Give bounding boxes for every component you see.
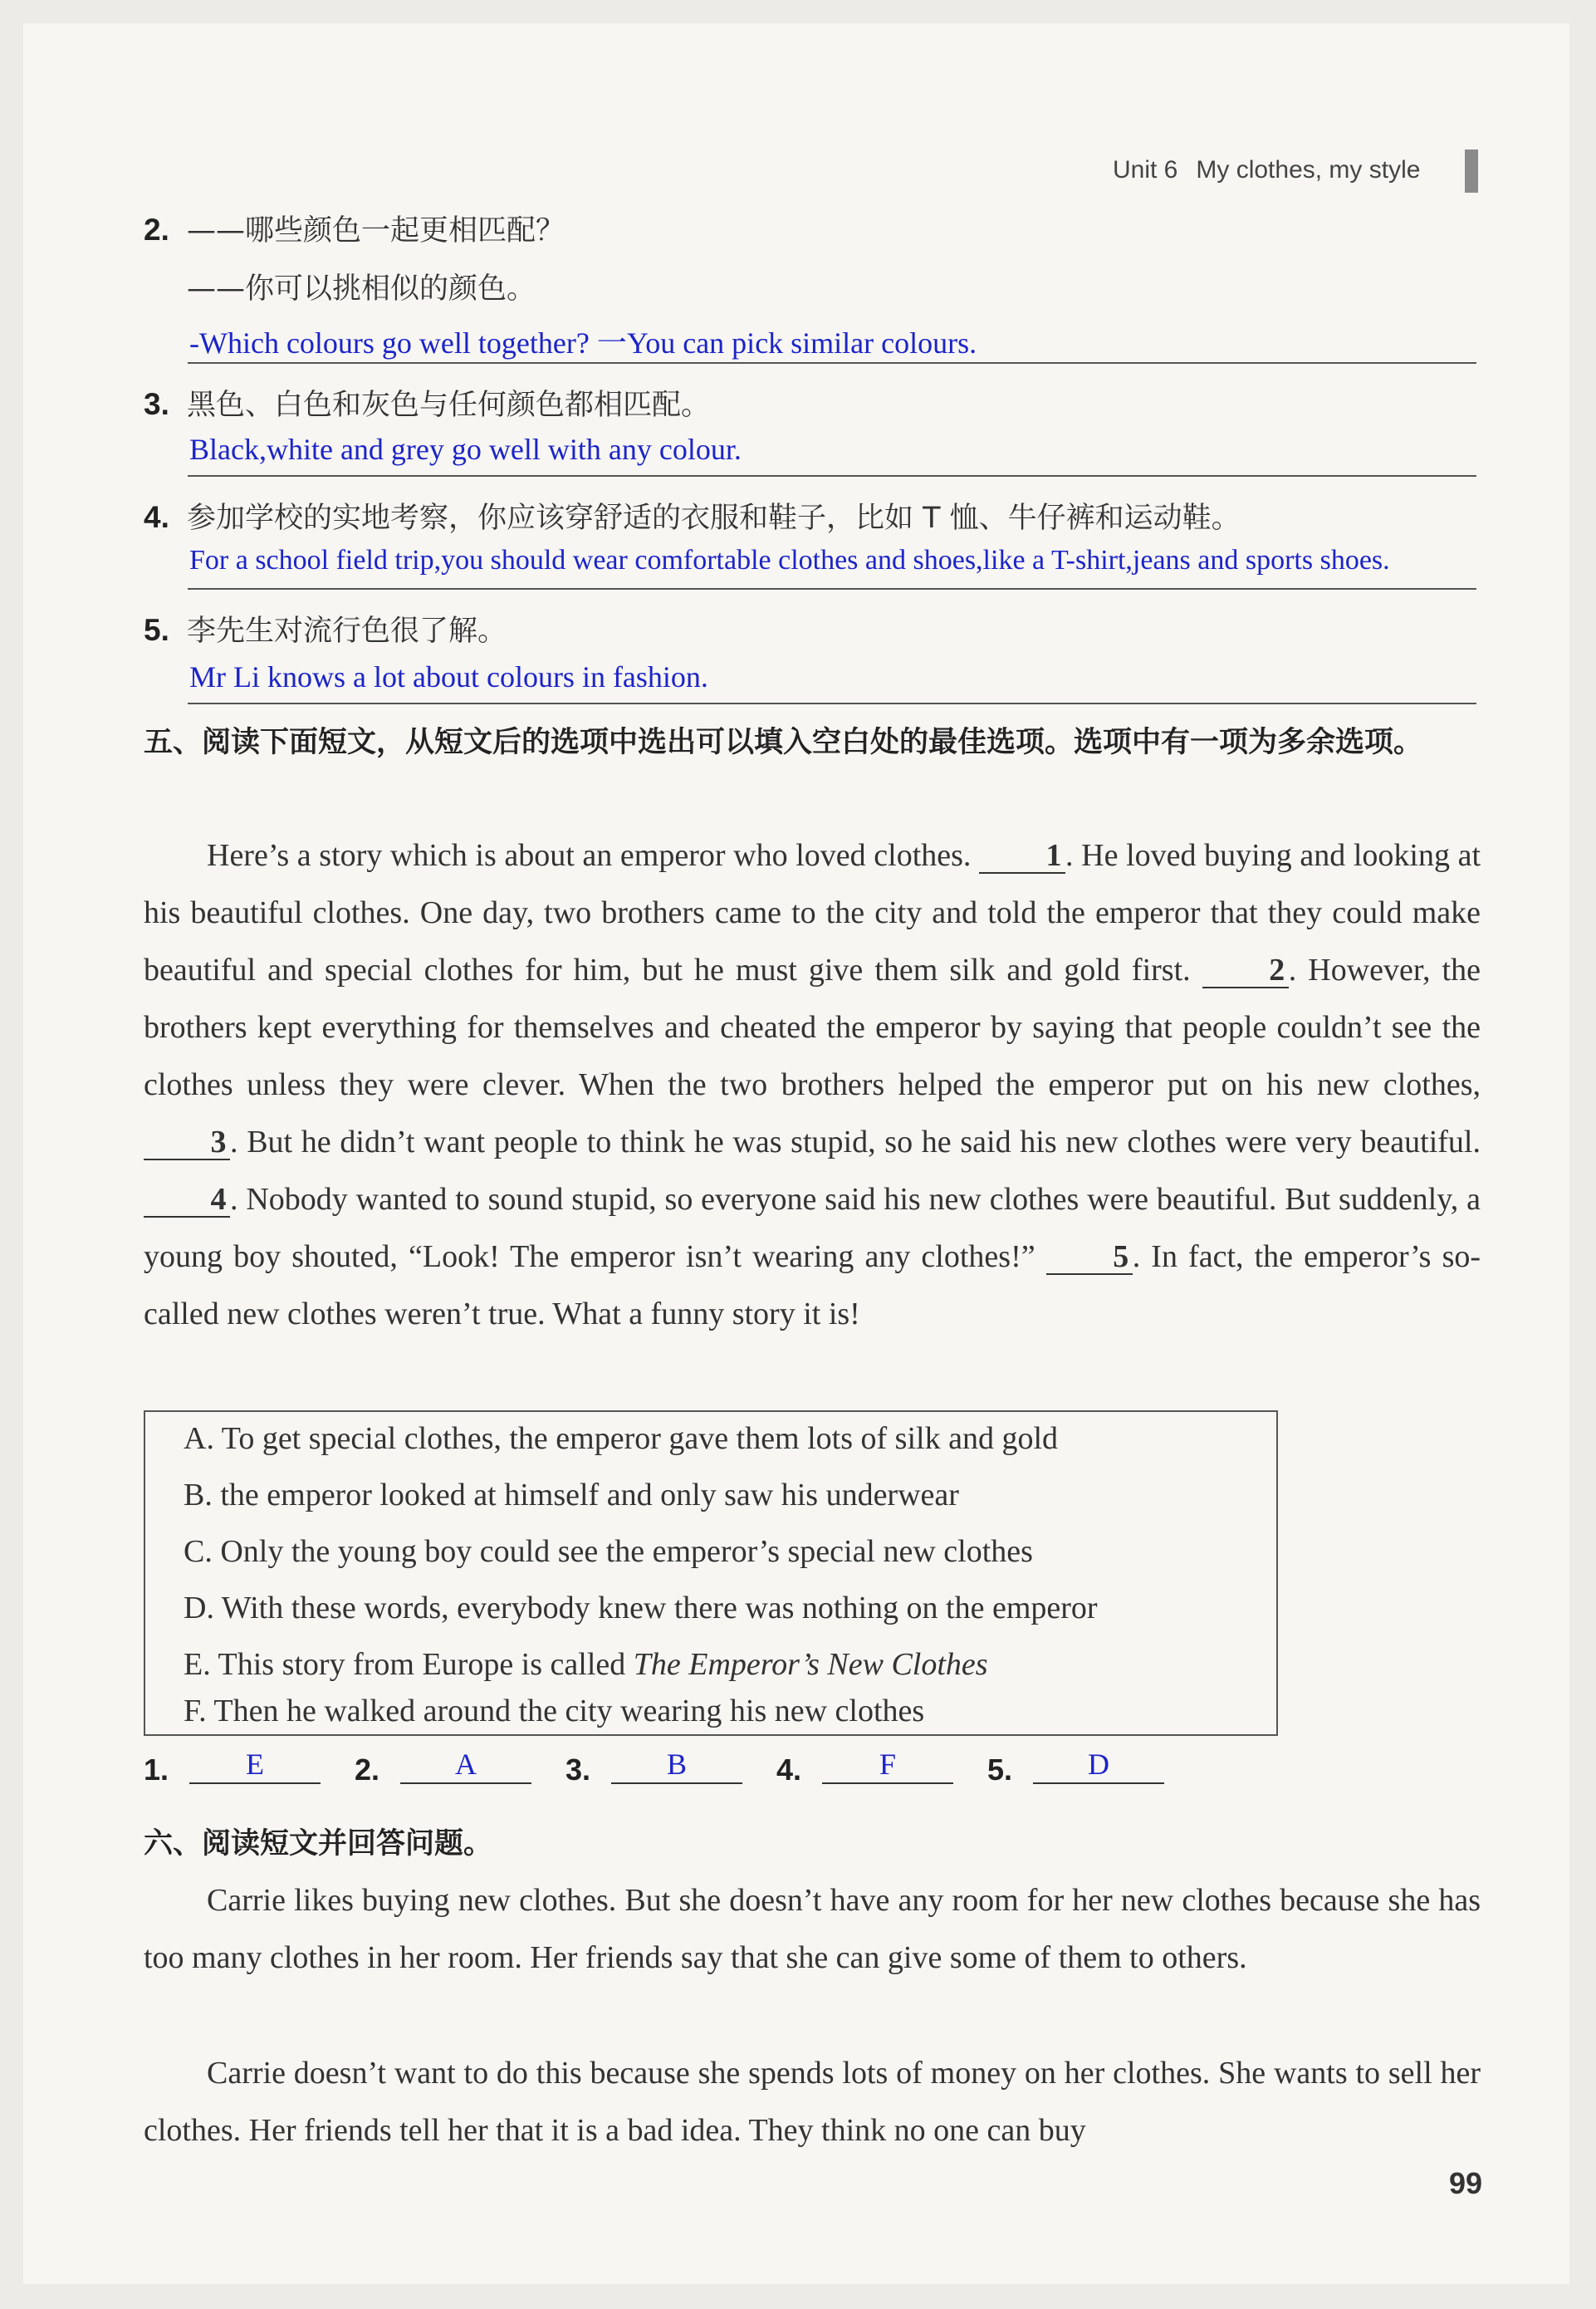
chinese-prompt: 李先生对流行色很了解。 — [187, 615, 507, 648]
section-5-title: 五、阅读下面短文，从短文后的选项中选出可以填入空白处的最佳选项。选项中有一项为多余选项。 — [144, 726, 1423, 759]
answer-line — [188, 362, 1476, 364]
option-b: B. the emperor looked at himself and only saw his underwear — [184, 1478, 959, 1512]
answer-4: 4. F — [776, 1753, 801, 1787]
answer-text: -Which colours go well together? 一You can pick similar colours. — [189, 326, 977, 360]
option-a: A. To get special clothes, the emperor gave them lots of silk and gold — [184, 1421, 1058, 1456]
book-title: The Emperor’s New Clothes — [633, 1647, 988, 1682]
translation-item-4 — [144, 495, 1241, 537]
translation-item-2-line2 — [144, 266, 536, 307]
option-c: C. Only the young boy could see the emperor’s special new clothes — [184, 1534, 1033, 1569]
options-box — [144, 1410, 1278, 1736]
answer-1: 1. E — [144, 1753, 169, 1787]
item-number: 3. — [144, 387, 169, 421]
answer-2: 2. A — [355, 1753, 379, 1787]
unit-label: Unit 6 — [1113, 156, 1178, 184]
page-number: 99 — [1449, 2166, 1483, 2200]
blank-5: 5 — [1046, 1240, 1133, 1275]
chinese-prompt: ——你可以挑相似的颜色。 — [187, 272, 536, 306]
translation-item-2 — [144, 208, 565, 249]
option-f: F. Then he walked around the city wearing his new clothes — [184, 1694, 925, 1728]
translation-item-5 — [144, 608, 507, 650]
answer-text: Mr Li knows a lot about colours in fashion. — [189, 660, 708, 694]
answer-line — [188, 588, 1476, 590]
chinese-prompt: 参加学校的实地考察，你应该穿舒适的衣服和鞋子，比如 T 恤、牛仔裤和运动鞋。 — [187, 502, 1241, 535]
answer-line — [188, 703, 1476, 704]
header-bar — [1465, 150, 1478, 193]
item-number: 4. — [144, 500, 169, 534]
chinese-prompt: 黑色、白色和灰色与任何颜色都相匹配。 — [187, 389, 711, 422]
answer-line — [188, 475, 1476, 477]
option-e: E. This story from Europe is called The Emperor’s New Clothes — [184, 1647, 988, 1682]
chinese-prompt: ——哪些颜色一起更相匹配？ — [187, 214, 565, 248]
blank-1: 1 — [979, 839, 1065, 874]
reading-paragraph-1: Carrie likes buying new clothes. But she doesn’t have any room for her new clothes because she has too many clothes in her room. Her friends say that she can give some of them to others. — [144, 1883, 1481, 1975]
item-number: 5. — [144, 613, 169, 647]
answer-3: 3. B — [565, 1753, 590, 1787]
option-d: D. With these words, everybody knew there was nothing on the emperor — [184, 1591, 1098, 1625]
section-6-title: 六、阅读短文并回答问题。 — [144, 1827, 493, 1860]
cloze-passage: Here’s a story which is about an emperor who loved clothes. 1 . He loved buying and looking at his beautiful clothes. One day, two brothers came to the city and told the emperor that they could make beautiful and special clothes for him, but he must give them silk and gold first. 2 . However, the brothers kept everything for themselves and cheated the emperor by saying that people couldn’t see the clothes unless they were clever. When the two brothers helped the emperor put on his new clothes, 3 . But he didn’t want people to think he was stupid, so he said his new clothes were very beautiful. 4 . Nobody wanted to sound stupid, so everyone said his new clothes were beautiful. But suddenly, a young boy shouted, “Look! The emperor isn’t wearing any clothes!” 5 . In fact, the emperor’s so-called new clothes weren’t true. What a funny story it is! — [144, 838, 1481, 1331]
unit-title: My clothes, my style — [1196, 156, 1421, 184]
blank-3: 3 — [144, 1125, 230, 1160]
blank-4: 4 — [144, 1183, 230, 1218]
page — [23, 23, 1569, 2284]
item-number: 2. — [144, 213, 169, 247]
running-header — [1113, 156, 1420, 184]
answer-text: For a school field trip,you should wear comfortable clothes and shoes,like a T-shirt,jeans and sports shoes. — [189, 545, 1390, 576]
answer-text: Black,white and grey go well with any colour. — [189, 433, 742, 466]
blank-2: 2 — [1202, 954, 1289, 988]
translation-item-3 — [144, 382, 710, 424]
reading-paragraph-2: Carrie doesn’t want to do this because she spends lots of money on her clothes. She wants to sell her clothes. Her friends tell her that it is a bad idea. They think no one can buy — [144, 2056, 1481, 2148]
answer-5: 5. D — [987, 1753, 1012, 1787]
